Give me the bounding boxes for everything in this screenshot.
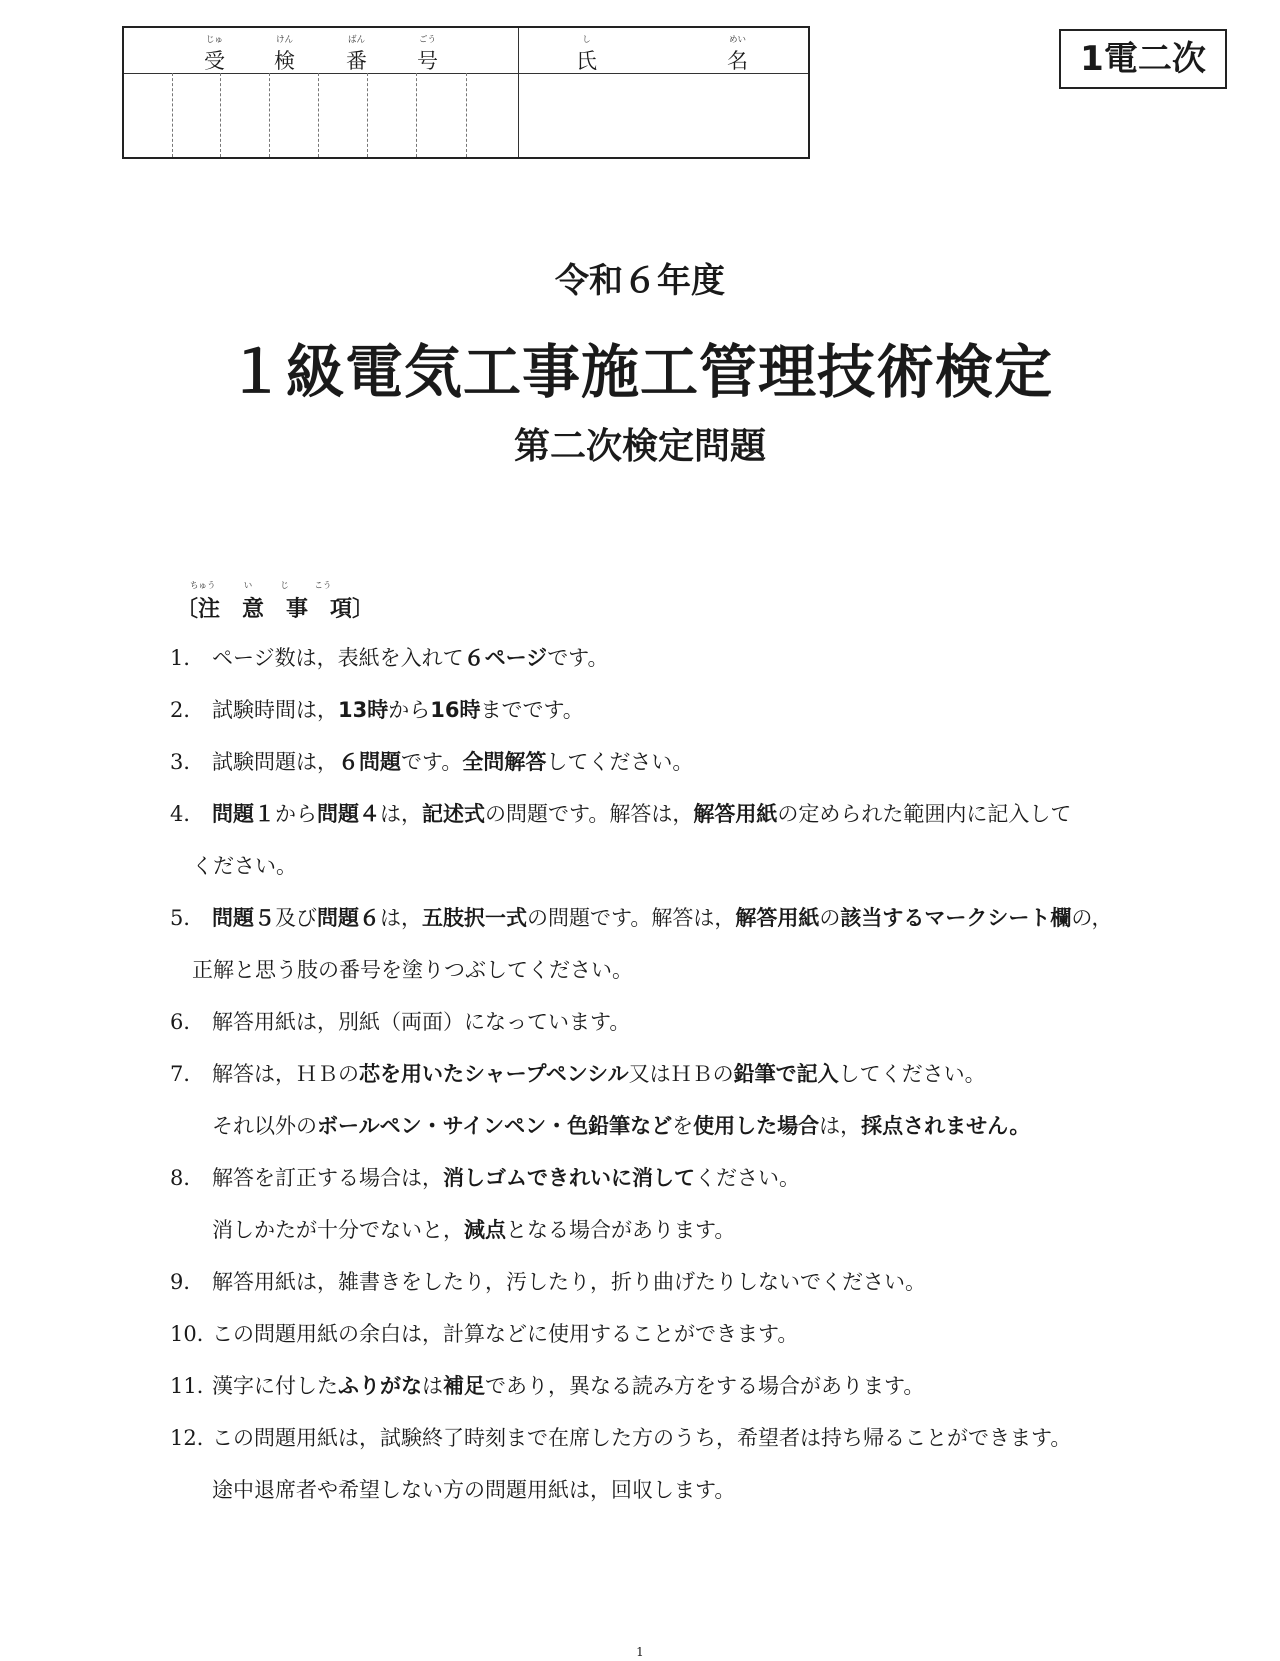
note-emphasis: 問題１ <box>212 802 275 826</box>
note-emphasis: 全問解答 <box>462 750 547 774</box>
note-emphasis: 解答用紙 <box>693 802 778 826</box>
note-emphasis: 補足 <box>443 1374 485 1398</box>
candidate-id-box <box>122 26 810 159</box>
note-number: 4． <box>170 802 205 826</box>
note-text: は <box>422 1374 443 1398</box>
name-label-char: めい 名 <box>727 35 748 73</box>
exam-subtitle: 第二次検定問題 <box>513 426 766 467</box>
note-text: 又はＨＢの <box>628 1062 734 1086</box>
note-item <box>170 1165 800 1191</box>
exam-number-label-char: ばん 番 <box>346 35 367 73</box>
note-emphasis: 鉛筆で記入 <box>733 1062 839 1086</box>
note-emphasis: 記述式 <box>422 802 485 826</box>
ruby: ばん <box>347 35 366 45</box>
id-box-divider <box>518 28 519 157</box>
note-text: 途中退席者や希望しない方の問題用紙は，回収します。 <box>212 1478 736 1502</box>
note-continuation <box>192 853 297 879</box>
note-emphasis: 問題６ <box>317 906 380 930</box>
note-text: 及び <box>275 906 317 930</box>
name-label-char: し 氏 <box>576 35 597 73</box>
note-item <box>170 1321 798 1347</box>
note-text: 漢字に付した <box>212 1374 338 1398</box>
digit-divider <box>367 73 368 157</box>
note-item <box>170 1425 1071 1451</box>
note-text: ページ数は， <box>212 646 338 670</box>
note-text: ください。 <box>192 854 297 878</box>
ruby: めい <box>728 35 747 45</box>
note-number: 2． <box>170 698 205 722</box>
note-continuation <box>212 1477 735 1503</box>
note-item <box>170 1061 986 1087</box>
digit-divider <box>220 73 221 157</box>
note-text: 雑書きをしたり，汚したり，折り曲げたりしないでください。 <box>338 1270 926 1294</box>
note-item <box>170 1373 924 1399</box>
page-number: 1 <box>636 1645 644 1659</box>
note-text: です。 <box>547 646 609 670</box>
exam-category-tag: 1電二次 <box>1059 29 1227 89</box>
note-number: 8． <box>170 1166 205 1190</box>
note-text: は， <box>819 1114 862 1138</box>
note-number: 1． <box>170 646 205 670</box>
note-text: 解答を訂正する場合は， <box>212 1166 443 1190</box>
note-emphasis: ６ページ <box>463 646 548 670</box>
note-text: となる場合があります。 <box>506 1218 736 1242</box>
notes-heading: ちゅう い じ こう 〔注 意 事 項〕 <box>176 581 375 622</box>
note-continuation <box>192 957 633 983</box>
ruby: じゅ <box>205 35 224 45</box>
note-text: この問題用紙の余白は，計算などに使用することができます。 <box>212 1322 799 1346</box>
note-text: 解答は，ＨＢの <box>212 1062 359 1086</box>
note-emphasis: 消しゴムできれいに消して <box>443 1166 695 1190</box>
note-text: それ以外の <box>212 1114 317 1138</box>
note-emphasis: ふりがな <box>338 1374 422 1398</box>
note-text: の定められた範囲内に記入して <box>777 802 1072 826</box>
note-emphasis: ボールペン・サインペン・色鉛筆など <box>317 1114 673 1138</box>
note-emphasis: 減点 <box>464 1218 506 1242</box>
note-number: 7． <box>170 1062 205 1086</box>
note-item <box>170 1269 926 1295</box>
note-text: から <box>388 698 431 722</box>
note-text: この問題用紙は，試験終了時刻まで在席した方のうち，希望者は持ち帰ることができます。 <box>212 1426 1072 1450</box>
note-number: 5． <box>170 906 205 930</box>
exam-number-label-char: ごう 号 <box>417 35 438 73</box>
note-item <box>170 645 609 671</box>
note-item <box>170 1009 630 1035</box>
note-item <box>170 749 693 775</box>
ruby: ごう <box>418 35 437 45</box>
note-text: は， <box>380 802 422 826</box>
ruby: けん <box>275 35 294 45</box>
digit-divider <box>416 73 417 157</box>
note-number: 12． <box>170 1426 218 1450</box>
note-text: から <box>275 802 317 826</box>
note-emphasis: 五肢択一式 <box>422 906 527 930</box>
note-text: 消しかたが十分でないと， <box>212 1218 464 1242</box>
note-text: の， <box>1071 906 1113 930</box>
note-text: です。 <box>401 750 463 774</box>
note-emphasis: 該当するマークシート欄 <box>840 906 1072 930</box>
note-item <box>170 697 584 723</box>
note-item <box>170 801 1071 827</box>
note-emphasis: 解答用紙 <box>735 906 820 930</box>
note-text: であり，異なる読み方をする場合があります。 <box>485 1374 925 1398</box>
note-emphasis: 13時 <box>338 698 389 722</box>
exam-title: １級電気工事施工管理技術検定 <box>226 338 1053 406</box>
note-text: の問題です。解答は， <box>527 906 736 930</box>
exam-number-label-char: じゅ 受 <box>204 35 225 73</box>
note-continuation <box>212 1217 735 1243</box>
note-number: 6． <box>170 1010 205 1034</box>
note-continuation <box>212 1113 1030 1139</box>
note-text: 試験問題は， <box>212 750 338 774</box>
note-text: までです。 <box>480 698 584 722</box>
digit-divider <box>172 73 173 157</box>
note-text: は， <box>380 906 422 930</box>
note-text: 表紙を入れて <box>337 646 464 670</box>
note-emphasis: 芯を用いたシャープペンシル <box>359 1062 629 1086</box>
digit-divider <box>318 73 319 157</box>
note-emphasis: 16時 <box>430 698 481 722</box>
note-emphasis: 採点されません。 <box>861 1114 1031 1138</box>
note-text: の問題です。解答は， <box>485 802 694 826</box>
note-text: 解答用紙は，別紙（両面）になっています。 <box>212 1010 631 1034</box>
note-number: 11． <box>170 1374 218 1398</box>
exam-year: 令和６年度 <box>555 261 725 301</box>
note-text: 正解と思う肢の番号を塗りつぶしてください。 <box>192 958 633 982</box>
note-text: 試験時間は， <box>212 698 338 722</box>
note-text: してください。 <box>838 1062 986 1086</box>
note-emphasis: 問題４ <box>317 802 380 826</box>
note-emphasis: 問題５ <box>212 906 275 930</box>
note-number: 9． <box>170 1270 205 1294</box>
note-emphasis: 使用した場合 <box>693 1114 820 1138</box>
id-box-header <box>124 28 808 74</box>
ruby: ちゅう い じ こう <box>190 581 332 591</box>
note-item <box>170 905 1113 931</box>
note-text: の <box>819 906 841 930</box>
note-emphasis: ６問題 <box>338 750 401 774</box>
note-text: 解答用紙は， <box>212 1270 338 1294</box>
digit-divider <box>269 73 270 157</box>
ruby: し <box>582 35 591 45</box>
note-text: を <box>672 1114 694 1138</box>
note-text: してください。 <box>546 750 694 774</box>
note-number: 10． <box>170 1322 218 1346</box>
exam-number-label-char: けん 検 <box>274 35 295 73</box>
note-number: 3． <box>170 750 205 774</box>
note-text: ください。 <box>695 1166 800 1190</box>
digit-divider <box>466 73 467 157</box>
